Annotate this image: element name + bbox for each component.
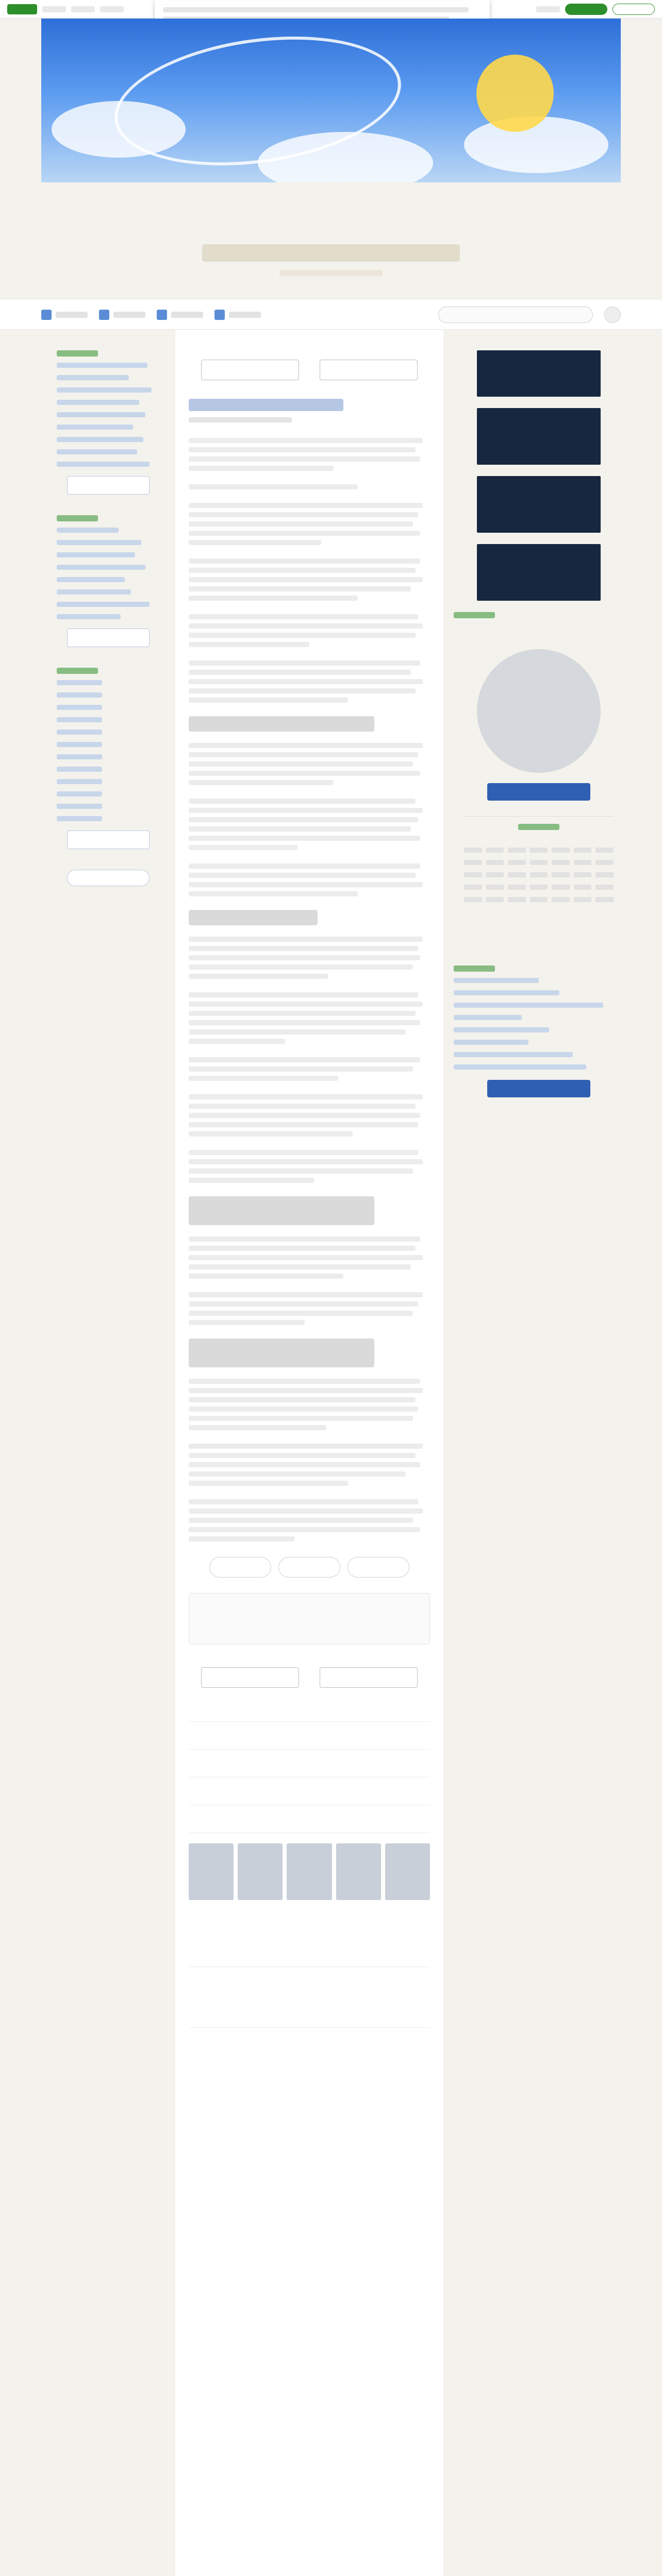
- archive-link[interactable]: [57, 767, 102, 772]
- banner-link[interactable]: [477, 544, 601, 601]
- search-icon[interactable]: [604, 307, 621, 323]
- sidebar-heading: [57, 515, 98, 521]
- entry-paragraph: [189, 1236, 430, 1279]
- list-item[interactable]: [189, 1698, 430, 1722]
- blog-toolbar: [0, 299, 662, 330]
- sidebar-link[interactable]: [57, 577, 125, 582]
- comment-button[interactable]: [278, 1557, 340, 1578]
- header-image: [41, 19, 621, 182]
- login-button[interactable]: [565, 4, 607, 15]
- blog-description: [279, 270, 383, 276]
- sidebar-link[interactable]: [454, 978, 539, 983]
- image-thumbnail[interactable]: [336, 1843, 381, 1900]
- sidebar-link[interactable]: [57, 400, 139, 405]
- image-thumbnail[interactable]: [238, 1843, 283, 1900]
- avatar[interactable]: [477, 649, 601, 773]
- sidebar-more-button[interactable]: [67, 476, 150, 495]
- entry-paragraph: [189, 438, 430, 471]
- sidebar-link[interactable]: [57, 565, 145, 570]
- search-input[interactable]: [438, 307, 593, 323]
- entry-paragraph: [189, 799, 430, 850]
- main-entry: [175, 330, 443, 2576]
- sidebar-link[interactable]: [57, 437, 143, 442]
- comment-item: [189, 1910, 430, 1967]
- sidebar-link[interactable]: [57, 387, 152, 393]
- list-item[interactable]: [189, 1726, 430, 1750]
- follow-button[interactable]: [487, 1080, 590, 1097]
- entry-paragraph: [189, 1057, 430, 1081]
- list-item[interactable]: [189, 1809, 430, 1833]
- latest-images: [189, 1843, 430, 1900]
- calendar-grid: [464, 830, 614, 902]
- sidebar-link[interactable]: [57, 412, 145, 417]
- nav-item[interactable]: [536, 6, 560, 12]
- entry-pager-top: [175, 330, 443, 380]
- sidebar-link[interactable]: [454, 1052, 573, 1057]
- entry-paragraph: [189, 1150, 430, 1183]
- entry-paragraph: [189, 1292, 430, 1325]
- archive-link[interactable]: [57, 730, 102, 735]
- sidebar-link[interactable]: [57, 462, 150, 467]
- sidebar-link[interactable]: [454, 1027, 549, 1032]
- archive-link[interactable]: [57, 717, 102, 722]
- archive-link[interactable]: [57, 680, 102, 685]
- like-button[interactable]: [209, 1557, 271, 1578]
- nav-item[interactable]: [100, 6, 124, 12]
- calendar-title: [518, 824, 559, 830]
- archive-link[interactable]: [57, 742, 102, 747]
- sidebar-search-input[interactable]: [67, 870, 150, 886]
- toolbar-item-entries[interactable]: [99, 310, 145, 320]
- blog-title-area: [0, 182, 662, 299]
- sidebar-link[interactable]: [57, 449, 137, 454]
- toolbar-item-label: [171, 312, 203, 318]
- archive-link[interactable]: [57, 804, 102, 809]
- archive-link[interactable]: [57, 779, 102, 784]
- image-icon: [157, 310, 167, 320]
- sidebar-link[interactable]: [57, 540, 141, 545]
- related-entries-list: [189, 1698, 430, 1833]
- sidebar-link[interactable]: [454, 1064, 586, 1070]
- sidebar-link[interactable]: [57, 602, 150, 607]
- right-sidebar: [454, 350, 624, 1484]
- entry-paragraph: [189, 484, 430, 489]
- sidebar-heading: [454, 612, 495, 618]
- nav-item[interactable]: [71, 6, 95, 12]
- blog-title[interactable]: [202, 244, 460, 262]
- list-item[interactable]: [189, 1754, 430, 1777]
- reblog-button[interactable]: [347, 1557, 409, 1578]
- sidebar-heading: [454, 965, 495, 972]
- sidebar-link[interactable]: [57, 363, 147, 368]
- left-sidebar: [57, 350, 160, 1278]
- next-entry-button[interactable]: [320, 360, 418, 380]
- sidebar-heading: [57, 350, 98, 357]
- notice-text: [163, 7, 469, 12]
- entry-title[interactable]: [189, 399, 343, 411]
- toolbar-item-label: [229, 312, 261, 318]
- entry-paragraph: [189, 1094, 430, 1137]
- entry-actions: [175, 1557, 443, 1578]
- entry-heading: [189, 1196, 374, 1225]
- image-thumbnail[interactable]: [385, 1843, 430, 1900]
- archive-link[interactable]: [57, 754, 102, 759]
- follow-button[interactable]: [487, 783, 590, 801]
- sun-shape: [476, 55, 554, 132]
- video-icon: [214, 310, 225, 320]
- follow-card: [189, 1593, 430, 1645]
- toolbar-item-videos[interactable]: [214, 310, 261, 320]
- entry-pager-bottom: [175, 1655, 443, 1688]
- signup-button[interactable]: [613, 4, 655, 15]
- sidebar-link[interactable]: [57, 528, 119, 533]
- entry-paragraph: [189, 992, 430, 1044]
- next-entry-button[interactable]: [320, 1667, 418, 1688]
- image-thumbnail[interactable]: [287, 1843, 332, 1900]
- archive-link[interactable]: [57, 791, 102, 796]
- list-item[interactable]: [189, 1782, 430, 1805]
- calendar: [464, 816, 614, 950]
- sidebar-link[interactable]: [57, 614, 121, 619]
- banner-link[interactable]: [477, 408, 601, 465]
- image-thumbnail[interactable]: [189, 1843, 234, 1900]
- entry-heading: [189, 1338, 374, 1367]
- document-icon: [99, 310, 109, 320]
- archive-link[interactable]: [57, 692, 102, 698]
- entry-meta: [189, 417, 292, 422]
- entry-paragraph: [189, 743, 430, 785]
- profile-icon: [41, 310, 52, 320]
- entry-paragraph: [189, 1499, 430, 1541]
- entry-paragraph: [189, 937, 430, 979]
- entry-paragraph: [189, 660, 430, 703]
- toolbar-item-label: [113, 312, 145, 318]
- entry-paragraph: [189, 1444, 430, 1486]
- prev-entry-button[interactable]: [201, 1667, 299, 1688]
- entry-paragraph: [189, 863, 430, 896]
- entry-heading: [189, 910, 318, 925]
- entry-paragraph: [189, 503, 430, 545]
- sidebar-link[interactable]: [57, 552, 135, 557]
- sidebar-link[interactable]: [454, 1015, 522, 1020]
- archive-link[interactable]: [57, 816, 102, 821]
- sidebar-link[interactable]: [454, 1003, 603, 1008]
- entry-paragraph: [189, 614, 430, 647]
- banner-link[interactable]: [477, 476, 601, 533]
- sidebar-link[interactable]: [454, 1040, 528, 1045]
- sidebar-heading: [57, 668, 98, 674]
- nav-item[interactable]: [42, 6, 66, 12]
- site-logo[interactable]: [7, 4, 37, 14]
- toolbar-item-label: [56, 312, 88, 318]
- sidebar-link[interactable]: [454, 990, 559, 995]
- prev-entry-button[interactable]: [201, 360, 299, 380]
- toolbar-item-images[interactable]: [157, 310, 203, 320]
- entry-paragraph: [189, 558, 430, 601]
- account-controls: [536, 4, 655, 15]
- toolbar-inner: [41, 299, 621, 330]
- entry-paragraph: [189, 1379, 430, 1430]
- comment-item: [189, 1971, 430, 2028]
- sidebar-more-button[interactable]: [67, 629, 150, 647]
- banner-link[interactable]: [477, 350, 601, 397]
- sidebar-link[interactable]: [57, 425, 133, 430]
- entry-heading: [189, 716, 374, 732]
- archive-link[interactable]: [57, 705, 102, 710]
- sidebar-more-button[interactable]: [67, 831, 150, 849]
- sidebar-link[interactable]: [57, 375, 129, 380]
- toolbar-item-profile[interactable]: [41, 310, 88, 320]
- comment-list: [189, 1910, 430, 2028]
- sidebar-link[interactable]: [57, 589, 131, 595]
